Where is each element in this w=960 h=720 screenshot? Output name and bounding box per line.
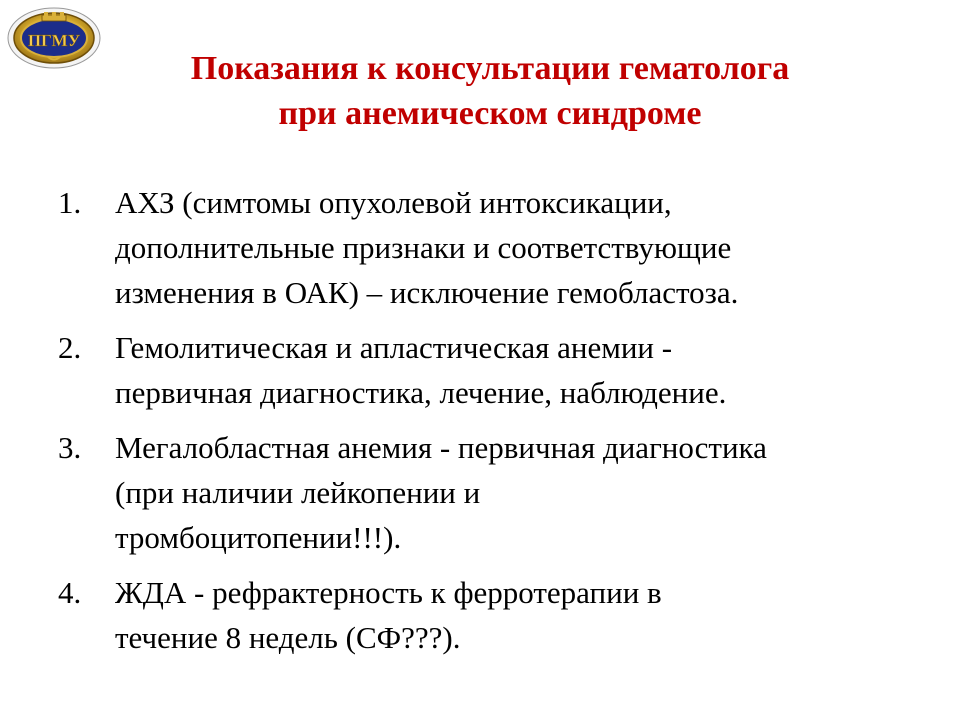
list-item-number: 1. [58, 185, 82, 220]
list-item-text: тромбоцитопении!!!). [115, 520, 402, 555]
list-item-text: Мегалобластная анемия - первичная диагностика [115, 430, 767, 465]
list-item [58, 180, 918, 315]
list-item-text: (при наличии лейкопении и [115, 475, 481, 510]
logo-text: ПГМУ [27, 31, 81, 50]
list-item-text: течение 8 недель (СФ???). [115, 620, 461, 655]
list-item-number: 2. [58, 330, 82, 365]
list-item-text: ЖДА - рефрактерность к ферротерапии в [115, 575, 662, 610]
title-line-2: при анемическом синдроме [278, 95, 702, 132]
list-item-text: изменения в ОАК) – исключение гемобластоза. [115, 275, 739, 310]
slide-title [60, 46, 920, 136]
list-item [58, 425, 918, 560]
list-item-number: 4. [58, 575, 82, 610]
indications-list [58, 180, 918, 670]
list-item [58, 325, 918, 415]
list-item-text: дополнительные признаки и соответствующие [115, 230, 732, 265]
list-item-text: АХЗ (симтомы опухолевой интоксикации, [115, 185, 672, 220]
title-line-1: Показания к консультации гематолога [190, 50, 790, 87]
list-item-text: первичная диагностика, лечение, наблюдение. [115, 375, 727, 410]
list-item [58, 570, 918, 660]
list-item-number: 3. [58, 430, 82, 465]
list-item-text: Гемолитическая и апластическая анемии - [115, 330, 673, 365]
